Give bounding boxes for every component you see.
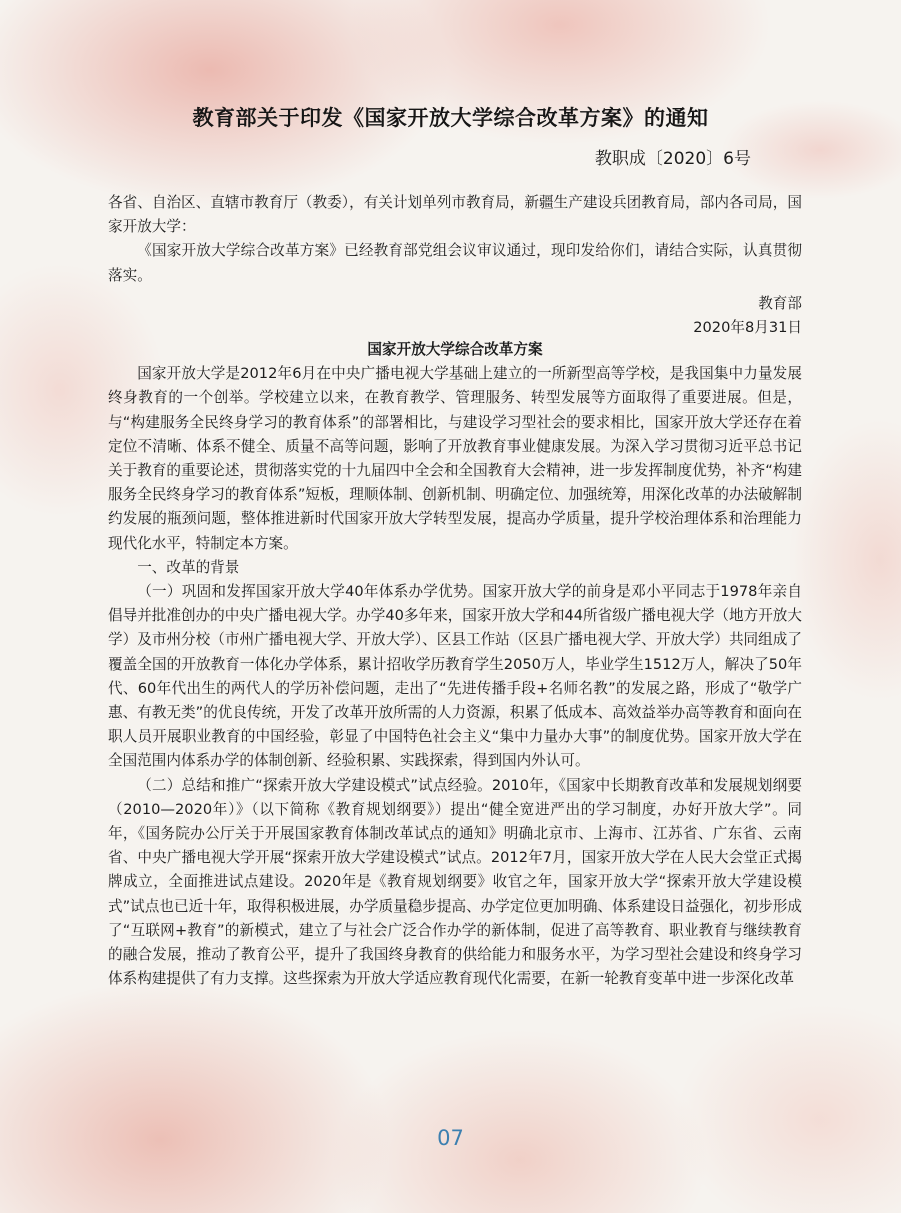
- notice-section: [108, 191, 802, 340]
- paragraph-system-advantage: （一）巩固和发挥国家开放大学40年体系办学优势。国家开放大学的前身是邓小平同志于1978年亲自倡导并批准创办的中央广播电视大学。办学40多年来，国家开放大学和44所省级广播电视大学（地方开放大学）及市州分校（市州广播电视大学、开放大学）、区县工作站（区县广播电视大学、开放大学）共同组成了覆盖全国的开放教育一体化办学体系，累计招收学历教育学生2050万人，毕业学生1512万人，解决了50年代、60年代出生的两代人的学历补偿问题，走出了“先进传播手段+名师名教”的发展之路，形成了“敬学广惠、有教无类”的优良传统，开发了改革开放所需的人力资源，积累了低成本、高效益举办高等教育和面向在职人员开展职业教育的中国经验，彰显了中国特色社会主义“集中力量办大事”的制度优势。国家开放大学在全国范围内体系办学的体制创新、经验积累、实践探索，得到国内外认可。: [108, 583, 802, 770]
- issue-date: 2020年8月31日: [693, 319, 802, 337]
- plan-section: [108, 338, 802, 991]
- addressees: 各省、自治区、直辖市教育厅（教委），有关计划单列市教育局，新疆生产建设兵团教育局，部内各司局，国家开放大学：: [108, 194, 802, 236]
- page-number: 07: [437, 1126, 464, 1150]
- document-title: 教育部关于印发《国家开放大学综合改革方案》的通知: [192, 106, 709, 130]
- plan-title: 国家开放大学综合改革方案: [367, 341, 543, 358]
- section-heading-background: 一、改革的背景: [137, 558, 240, 576]
- notice-body: 《国家开放大学综合改革方案》已经教育部党组会议审议通过，现印发给你们，请结合实际，认真贯彻落实。: [108, 242, 802, 284]
- paragraph-pilot-experience: （二）总结和推广“探索开放大学建设模式”试点经验。2010年，《国家中长期教育改革和发展规划纲要（2010—2020年）》（以下简称《教育规划纲要》）提出“健全宽进严出的学习制度，办好开放大学”。同年，《国务院办公厅关于开展国家教育体制改革试点的通知》明确北京市、上海市、江苏省、广东省、云南省、中央广播电视大学开展“探索开放大学建设模式”试点。2012年7月，国家开放大学在人民大会堂正式揭牌成立，全面推进试点建设。2020年是《教育规划纲要》收官之年，国家开放大学“探索开放大学建设模式”试点也已近十年，取得积极进展，办学质量稳步提高、办学定位更加明确、体系建设日益强化，初步形成了“互联网+教育”的新模式，建立了与社会广泛合作办学的新体制，促进了高等教育、职业教育与继续教育的融合发展，推动了教育公平，提升了我国终身教育的供给能力和服务水平，为学习型社会建设和终身学习体系构建提供了有力支撑。这些探索为开放大学适应教育现代化需要，在新一轮教育变革中进一步深化改革: [108, 776, 802, 988]
- plan-intro: 国家开放大学是2012年6月在中央广播电视大学基础上建立的一所新型高等学校，是我国集中力量发展终身教育的一个创举。学校建立以来，在教育教学、管理服务、转型发展等方面取得了重要进展。但是，与“构建服务全民终身学习的教育体系”的部署相比，与建设学习型社会的要求相比，国家开放大学还存在着定位不清晰、体系不健全、质量不高等问题，影响了开放教育事业健康发展。为深入学习贯彻习近平总书记关于教育的重要论述，贯彻落实党的十九届四中全会和全国教育大会精神，进一步发挥制度优势，补齐“构建服务全民终身学习的教育体系”短板，理顺体制、创新机制、明确定位、加强统筹，用深化改革的办法破解制约发展的瓶颈问题，整体推进新时代国家开放大学转型发展，提高办学质量，提升学校治理体系和治理能力现代化水平，特制定本方案。: [108, 365, 802, 552]
- issuer: 教育部: [758, 294, 802, 312]
- document-number: 教职成〔2020〕6号: [594, 149, 751, 169]
